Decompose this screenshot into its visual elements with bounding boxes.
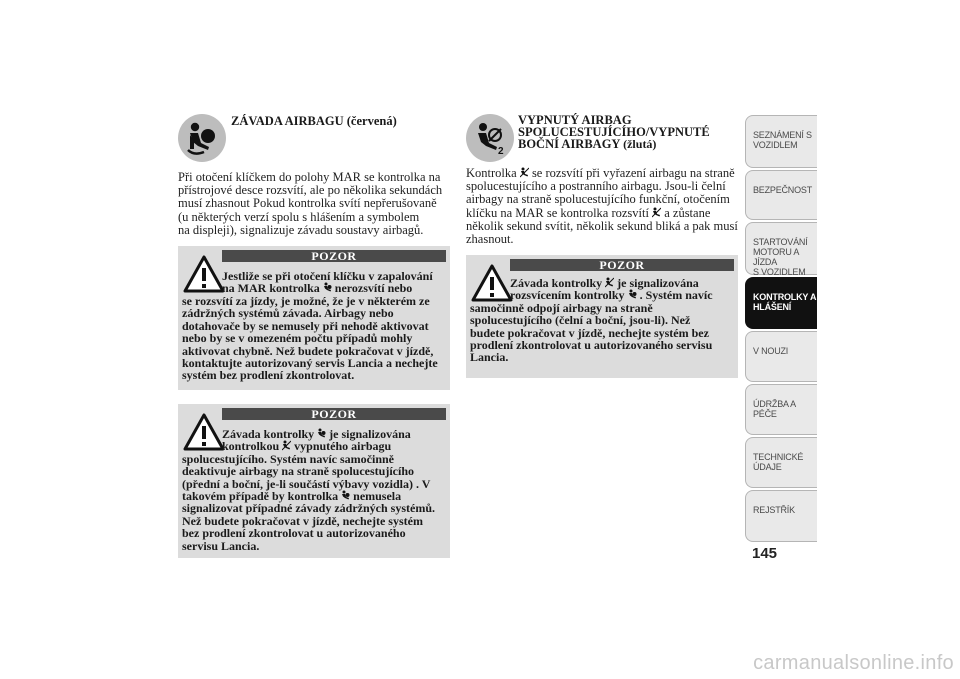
warning-line: systém bez prodlení zkontrolovat. bbox=[182, 368, 355, 383]
chapter-tab-label: KONTROLKY A bbox=[753, 292, 817, 302]
chapter-tab-label: STARTOVÁNÍ bbox=[753, 237, 808, 247]
chapter-tab-label: V NOUZI bbox=[753, 346, 789, 356]
warning-box-2 bbox=[178, 404, 450, 558]
title-part: BOČNÍ AIRBAGY bbox=[518, 137, 620, 151]
warning-line: servisu Lancia. bbox=[182, 538, 260, 553]
warning-line bbox=[222, 282, 433, 294]
warning-line: nebo by se v omezeném počtu případů mohly bbox=[182, 331, 413, 346]
warning-line: deaktivuje airbagy na straně spolucestujícího bbox=[182, 464, 415, 479]
chapter-tab-label: HLÁŠENÍ bbox=[753, 302, 792, 312]
title-line bbox=[518, 138, 710, 150]
warning-line bbox=[222, 440, 411, 452]
airbag-inline-icon bbox=[341, 490, 350, 501]
warning-line: Než budete pokračovat v jízdě, nechejte systém bbox=[182, 513, 423, 528]
chapter-tab[interactable] bbox=[745, 115, 817, 168]
warning-header: POZOR bbox=[510, 259, 734, 271]
warning-text-head bbox=[510, 277, 713, 302]
chapter-tab-label: ÚDAJE bbox=[753, 462, 782, 472]
body-line: (u některých verzí spolu s hlášením a symbolem bbox=[178, 209, 420, 224]
section-body-airbag-fault bbox=[178, 171, 442, 237]
chapter-tab[interactable] bbox=[745, 331, 817, 382]
chapter-tab[interactable] bbox=[745, 277, 817, 329]
warning-line: prodlení zkontrolovat u autorizovaného servisu bbox=[470, 338, 713, 353]
body-line bbox=[466, 207, 738, 220]
warning-line: aktivovat chybně. Než budete pokračovat v jízdě, bbox=[182, 343, 434, 358]
warning-line: (přední a boční, je-li součástí výbavy vozidla) . V bbox=[182, 476, 431, 491]
warning-line-part: Závada kontrolky bbox=[222, 427, 315, 441]
chapter-tab-label: MOTORU A JÍZDA bbox=[753, 247, 799, 267]
chapter-tab-label: SEZNÁMENÍ S bbox=[753, 130, 812, 140]
warning-line: kontaktujte autorizovaný servis Lancia a nechejte bbox=[182, 356, 438, 371]
chapter-tab-label: S VOZIDLEM bbox=[753, 267, 806, 277]
airbag-off-inline-icon bbox=[520, 167, 529, 178]
chapter-tab-label: REJSTŘÍK bbox=[753, 505, 795, 515]
chapter-tab-label: VOZIDLEM bbox=[753, 140, 798, 150]
warning-line: se rozsvítí za jízdy, je možné, že je v některém ze bbox=[182, 294, 430, 308]
airbag-inline-icon bbox=[317, 428, 326, 439]
section-title-airbag-fault: ZÁVADA AIRBAGU (červená) bbox=[231, 114, 397, 128]
warning-line: samočinně odpojí airbagy na straně bbox=[470, 300, 653, 315]
warning-triangle-icon bbox=[182, 412, 226, 452]
warning-text-body bbox=[470, 302, 712, 364]
body-line: musí zhasnout Pokud kontrolka svítí nepřerušovaně bbox=[178, 196, 437, 211]
warning-line: Lancia. bbox=[470, 350, 509, 365]
warning-line-part: rozsvícením kontrolky bbox=[510, 288, 625, 303]
title-line: SPOLUCESTUJÍCÍHO/VYPNUTÉ bbox=[518, 125, 710, 139]
airbag-off-inline-icon bbox=[605, 277, 614, 288]
warning-line-part: je signalizována bbox=[617, 276, 699, 290]
section-body-airbag-off bbox=[466, 167, 738, 246]
body-line: airbagy na straně spolucestujícího funkční, otočením bbox=[466, 192, 730, 207]
body-part: Kontrolka bbox=[466, 166, 517, 180]
warning-line-part: nemusela bbox=[353, 489, 402, 504]
airbag-inline-icon bbox=[323, 282, 332, 293]
warning-line bbox=[510, 289, 713, 301]
warning-line-part: . Systém navíc bbox=[639, 288, 713, 303]
chapter-tab-label: TECHNICKÉ bbox=[753, 452, 804, 462]
warning-box-1 bbox=[178, 246, 450, 390]
page-number: 145 bbox=[752, 545, 778, 562]
warning-line: spolucestujícího (čelní a boční, jsou-li). Než bbox=[470, 313, 691, 328]
warning-triangle-icon bbox=[182, 254, 226, 294]
warning-text-body bbox=[182, 453, 435, 552]
warning-line-part: takovém případě by kontrolka bbox=[182, 489, 339, 504]
warning-line: bez prodlení zkontrolovat u autorizovaného bbox=[182, 526, 406, 541]
warning-text-head bbox=[222, 428, 411, 453]
title-line: VYPNUTÝ AIRBAG bbox=[518, 113, 632, 127]
chapter-tab[interactable] bbox=[745, 222, 817, 275]
body-part: se rozsvítí při vyřazení airbagu na straně bbox=[531, 166, 735, 180]
body-line: spolucestujícího a postranního airbagu. Jsou-li čelní bbox=[466, 179, 726, 194]
warning-box-3 bbox=[466, 255, 738, 378]
warning-line-part: kontrolkou bbox=[222, 439, 280, 454]
warning-line: signalizovat případné závady zádržných systémů. bbox=[182, 501, 436, 516]
icon-subscript: 2 bbox=[498, 146, 504, 157]
warning-line: dotahovače by se nemusely při nehodě aktivovat bbox=[182, 318, 429, 333]
chapter-tab[interactable] bbox=[745, 170, 817, 220]
chapter-tab[interactable] bbox=[745, 437, 817, 488]
warning-triangle-icon bbox=[470, 263, 514, 303]
chapter-tab[interactable] bbox=[745, 490, 817, 542]
title-part: (žlutá) bbox=[623, 137, 657, 151]
airbag-off-inline-icon bbox=[652, 207, 661, 218]
warning-line-part: Závada kontrolky bbox=[510, 276, 603, 290]
warning-line-part: vypnutého airbagu bbox=[294, 439, 392, 454]
warning-header: POZOR bbox=[222, 250, 446, 262]
watermark: carmanualsonline.info bbox=[753, 652, 954, 674]
airbag-off-icon bbox=[466, 114, 514, 162]
warning-line-part: na MAR kontrolka bbox=[222, 281, 320, 296]
warning-text-body bbox=[182, 295, 438, 382]
chapter-tab[interactable] bbox=[745, 384, 817, 435]
warning-text-head bbox=[222, 270, 433, 295]
warning-line: spolucestujícího. Systém navíc samočinně bbox=[182, 451, 395, 466]
warning-line-part: nerozsvítí nebo bbox=[334, 281, 413, 296]
warning-line: zádržných systémů závada. Airbagy nebo bbox=[182, 306, 394, 321]
chapter-tab-label: BEZPEČNOST bbox=[753, 185, 813, 195]
body-line: Při otočení klíčkem do polohy MAR se kontrolka na bbox=[178, 170, 441, 184]
warning-line: Jestliže se při otočení klíčku v zapalování bbox=[222, 269, 433, 283]
body-part: klíčku na MAR se kontrolka rozsvítí bbox=[466, 205, 649, 220]
body-line: přístrojové desce rozsvítí, ale po několika sekundách bbox=[178, 183, 443, 198]
airbag-inline-icon bbox=[628, 289, 637, 300]
warning-line: budete pokračovat v jízdě, nechejte systém bez bbox=[470, 325, 709, 340]
body-part: a zůstane bbox=[664, 205, 711, 220]
warning-line-part: je signalizována bbox=[329, 427, 411, 441]
airbag-warning-icon bbox=[178, 114, 226, 162]
warning-header: POZOR bbox=[222, 408, 446, 420]
body-line: na displeji), signalizuje závadu soustavy airbagů. bbox=[178, 222, 424, 237]
body-line: několik sekund svítit, několik sekund bliká a pak musí bbox=[466, 218, 738, 233]
airbag-off-inline-icon bbox=[282, 440, 291, 451]
body-line: zhasnout. bbox=[466, 232, 514, 247]
section-title-airbag-off bbox=[518, 114, 710, 150]
chapter-tab-label: ÚDRŽBA A PÉČE bbox=[753, 399, 796, 419]
